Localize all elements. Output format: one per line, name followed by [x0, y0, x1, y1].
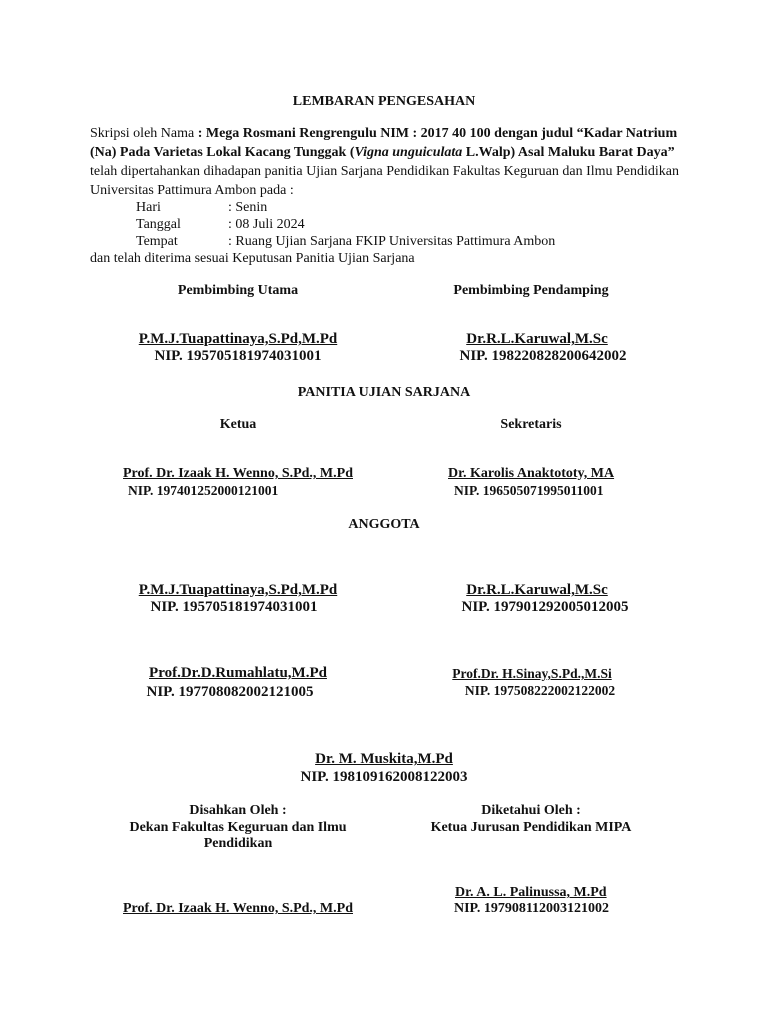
ketua-nip: NIP. 197401252000121001	[128, 483, 279, 498]
ketua-name: Prof. Dr. Izaak H. Wenno, S.Pd., M.Pd	[123, 466, 353, 481]
intro-paragraph	[90, 124, 690, 162]
anggota-nip: NIP. 197508222002122002	[464, 683, 616, 698]
schedule-label: Tempat	[136, 234, 178, 249]
pembimbing-utama-nip: NIP. 195705181974031001	[154, 348, 322, 364]
anggota-nip: NIP. 198109162008122003	[300, 769, 468, 785]
thesis-title-end: L.Walp) Asal Maluku Barat Daya”	[462, 145, 675, 160]
anggota-name: Dr. M. Muskita,M.Pd	[315, 751, 453, 767]
department-head-title: Ketua Jurusan Pendidikan MIPA	[430, 820, 632, 835]
anggota-nip: NIP. 197901292005012005	[461, 599, 629, 615]
ketua-label: Ketua	[219, 417, 257, 432]
schedule-value: : Ruang Ujian Sarjana FKIP Universitas Pattimura Ambon	[228, 234, 556, 249]
anggota-name: Dr.R.L.Karuwal,M.Sc	[466, 582, 608, 598]
schedule-label: Hari	[136, 200, 161, 215]
schedule-row-place	[136, 233, 555, 250]
page-title: LEMBARAN PENGESAHAN	[292, 94, 476, 109]
dean-title: Dekan Fakultas Keguruan dan Ilmu	[129, 820, 347, 835]
sekretaris-label: Sekretaris	[500, 417, 562, 432]
anggota-nip: NIP. 197708082002121005	[146, 684, 314, 700]
department-head-name: Dr. A. L. Palinussa, M.Pd	[455, 885, 607, 900]
panitia-heading: PANITIA UJIAN SARJANA	[297, 385, 471, 400]
pembimbing-utama-name: P.M.J.Tuapattinaya,S.Pd,M.Pd	[138, 331, 338, 347]
species-name: Vigna unguiculata	[354, 145, 463, 160]
anggota-name: Prof.Dr.D.Rumahlatu,M.Pd	[149, 665, 327, 681]
diketahui-label: Diketahui Oleh :	[481, 803, 581, 818]
anggota-name: Prof.Dr. H.Sinay,S.Pd.,M.Si	[452, 666, 612, 681]
pembimbing-pendamping-nip: NIP. 198220828200642002	[459, 348, 627, 364]
anggota-nip: NIP. 195705181974031001	[150, 599, 318, 615]
sekretaris-nip: NIP. 196505071995011001	[454, 483, 604, 498]
pembimbing-pendamping-label: Pembimbing Pendamping	[453, 283, 609, 298]
dean-title-cont: Pendidikan	[203, 836, 273, 851]
schedule-row-day	[136, 199, 267, 216]
anggota-name: P.M.J.Tuapattinaya,S.Pd,M.Pd	[138, 582, 338, 598]
closing-text: dan telah diterima sesuai Keputusan Panitia Ujian Sarjana	[90, 251, 415, 266]
schedule-row-date	[136, 216, 305, 233]
pembimbing-utama-label: Pembimbing Utama	[177, 283, 299, 298]
intro-rest: telah dipertahankan dihadapan panitia Ujian Sarjana Pendidikan Fakultas Keguruan dan Ilmu Pendidikan Universitas Pattimura Ambon pada :	[90, 164, 679, 198]
schedule-value: : 08 Juli 2024	[228, 217, 305, 232]
pembimbing-pendamping-name: Dr.R.L.Karuwal,M.Sc	[466, 331, 608, 347]
department-head-nip: NIP. 197908112003121002	[454, 901, 610, 916]
schedule-value: : Senin	[228, 200, 268, 215]
intro-prefix: Skripsi oleh Nama	[90, 126, 198, 141]
thesis-info: : Mega Rosmani Rengrengulu NIM : 2017 40 100 dengan judul “Kadar Natrium (Na) Pada Varietas Lokal Kacang Tunggak (	[90, 126, 678, 160]
anggota-heading: ANGGOTA	[348, 517, 420, 532]
dean-name: Prof. Dr. Izaak H. Wenno, S.Pd., M.Pd	[123, 901, 353, 916]
schedule-label: Tanggal	[136, 217, 181, 232]
disahkan-label: Disahkan Oleh :	[189, 803, 287, 818]
sekretaris-name: Dr. Karolis Anaktototy, MA	[448, 466, 615, 481]
